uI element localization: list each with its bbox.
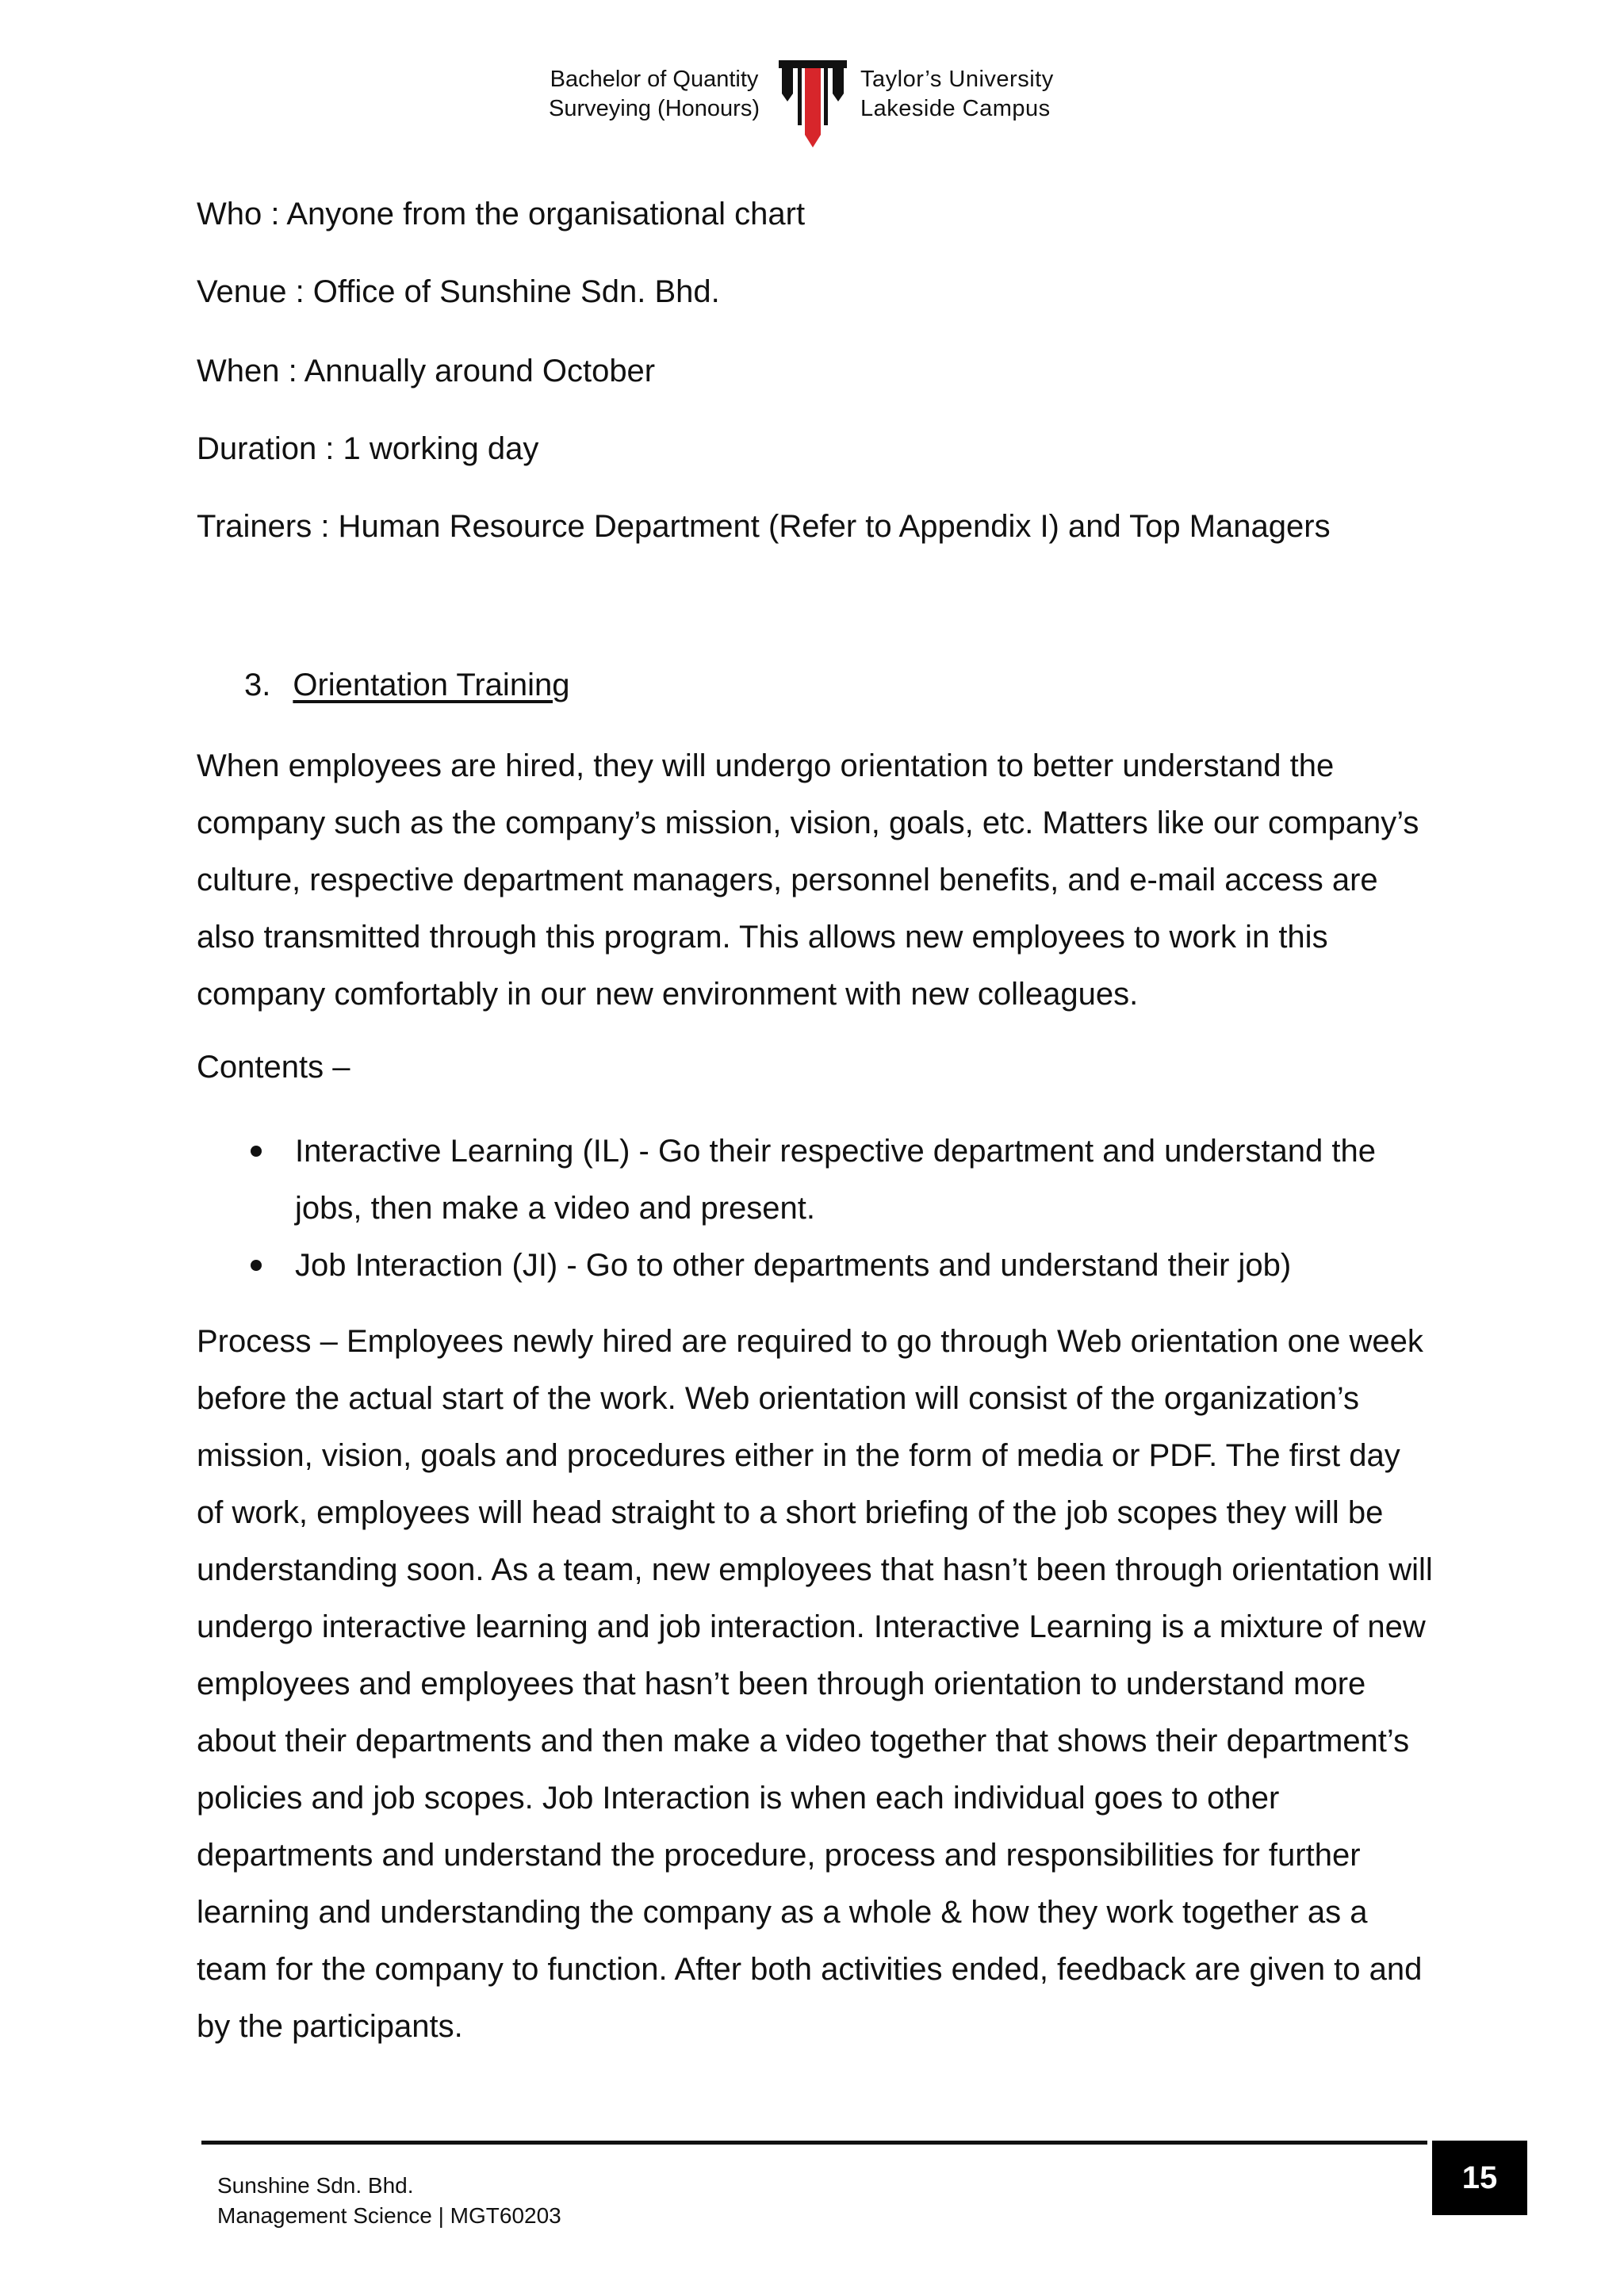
campus-name-line1: Taylor’s University xyxy=(860,67,1054,92)
detail-who: Who : Anyone from the organisational chart xyxy=(197,197,806,232)
contents-label: Contents – xyxy=(197,1050,350,1085)
list-item xyxy=(197,1123,1434,1237)
process-paragraph: Process – Employees newly hired are required to go through Web orientation one week before the actual start of the work. Web orientation will consist of the organization’s mission, vision, goals and procedures either in the form of media or PDF. The first day of work, employees will head straight to a short briefing of the job scopes they will be understanding soon. As a team, new employees that hasn’t been through orientation will undergo interactive learning and job interaction. Interactive Learning is a mixture of new employees and employees that hasn’t been through orientation to understand more about their departments and then make a video together that shows their department’s policies and job scopes. Job Interaction is when each individual goes to other departments and understand the procedure, process and responsibilities for further learning and understanding the company as a whole & how they work together as a team for the company to function. After both activities ended, feedback are given to and by the participants. xyxy=(197,1324,1433,2044)
list-item xyxy=(197,1237,1434,1294)
detail-venue: Venue : Office of Sunshine Sdn. Bhd. xyxy=(197,274,720,309)
university-logo-icon xyxy=(777,57,848,151)
detail-when: When : Annually around October xyxy=(197,354,656,388)
section-title: Orientation Training xyxy=(293,668,570,702)
campus-name xyxy=(860,65,1054,124)
intro-paragraph: When employees are hired, they will undergo orientation to better understand the company such as the company’s mission, vision, goals, etc. Matters like our company’s culture, respective department managers, personnel benefits, and e-mail access are also transmitted through this program. This allows new employees to work in this company comfortably in our new environment with new colleagues. xyxy=(197,748,1419,1012)
detail-trainers: Trainers : Human Resource Department (Refer to Appendix I) and Top Managers xyxy=(197,509,1331,544)
footer-course: Management Science | MGT60203 xyxy=(217,2203,561,2228)
detail-duration: Duration : 1 working day xyxy=(197,431,539,466)
page-number: 15 xyxy=(1432,2141,1527,2215)
footer-divider xyxy=(201,2141,1427,2145)
campus-name-line2: Lakeside Campus xyxy=(860,96,1051,121)
program-name xyxy=(549,65,760,124)
bullet-icon xyxy=(251,1146,262,1157)
bullet-icon xyxy=(251,1260,262,1271)
list-item-text: Job Interaction (JI) - Go to other departments and understand their job) xyxy=(295,1248,1292,1283)
footer-company: Sunshine Sdn. Bhd. xyxy=(217,2173,414,2198)
page-header xyxy=(0,65,1624,152)
program-name-line1: Bachelor of Quantity xyxy=(550,67,759,92)
list-item-text: Interactive Learning (IL) - Go their respective department and understand the jobs, then make a video and present. xyxy=(295,1134,1376,1226)
section-heading xyxy=(244,668,569,703)
program-name-line2: Surveying (Honours) xyxy=(549,96,760,121)
footer-info xyxy=(217,2171,561,2231)
contents-list xyxy=(197,1123,1434,1294)
section-number: 3. xyxy=(244,668,271,702)
